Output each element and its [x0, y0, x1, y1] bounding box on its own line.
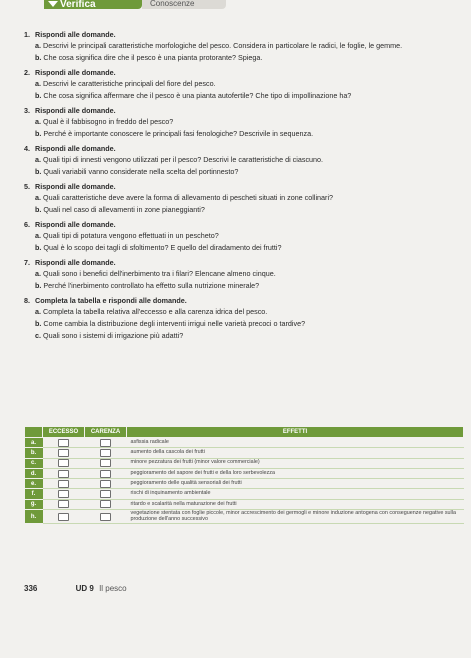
item-letter: a. — [35, 155, 41, 164]
checkbox-eccesso[interactable] — [58, 470, 69, 478]
item-text: Come cambia la distribuzione degli interventi irrigui nelle varietà precoci o tardive? — [43, 319, 306, 328]
cell-carenza — [85, 438, 127, 448]
cell-eccesso — [43, 438, 85, 448]
question-block — [24, 182, 454, 214]
checkbox-carenza[interactable] — [100, 490, 111, 498]
question-number: 8. — [24, 296, 30, 305]
tab-conoscenze-label: Conoscenze — [150, 0, 195, 8]
item-text: Quali tipi di innesti vengono utilizzati per il pesco? Descrivi le caratteristiche di ciascuno. — [43, 155, 324, 164]
item-text: Perché l'inerbimento controllato ha effetto sulla nutrizione minerale? — [43, 281, 260, 290]
question-item — [24, 205, 454, 214]
question-title — [24, 144, 454, 153]
row-letter: d. — [25, 468, 43, 478]
question-title-text: Completa la tabella e rispondi alle domande. — [35, 296, 187, 305]
row-effect: peggioramento del sapore dei frutti e della loro serbevolezza — [127, 468, 464, 478]
row-letter: a. — [25, 438, 43, 448]
header-eccesso: ECCESSO — [43, 427, 85, 438]
table-row — [25, 468, 464, 478]
irrigation-table-wrap — [24, 426, 464, 524]
unit-code: UD 9 — [75, 584, 94, 593]
item-letter: b. — [35, 319, 42, 328]
checkbox-eccesso[interactable] — [58, 480, 69, 488]
checkbox-eccesso[interactable] — [58, 439, 69, 447]
unit-name: Il pesco — [99, 584, 127, 593]
table-row — [25, 499, 464, 509]
row-effect: vegetazione stentata con foglie piccole, minor accrescimento dei germogli e minore induzione antogena con conseguenze negative sulla produzione dell'anno successivo — [127, 510, 464, 524]
checkbox-eccesso[interactable] — [58, 490, 69, 498]
row-effect: ritardo e scalarità nella maturazione dei frutti — [127, 499, 464, 509]
question-block — [24, 144, 454, 176]
question-number: 3. — [24, 106, 30, 115]
question-block — [24, 296, 454, 340]
question-item — [24, 193, 454, 202]
cell-carenza — [85, 468, 127, 478]
cell-eccesso — [43, 458, 85, 468]
page-footer — [24, 584, 127, 593]
item-letter: b. — [35, 91, 42, 100]
cell-eccesso — [43, 448, 85, 458]
question-title — [24, 258, 454, 267]
tab-conoscenze[interactable] — [142, 0, 226, 9]
checkbox-carenza[interactable] — [100, 470, 111, 478]
question-item — [24, 79, 454, 88]
question-title — [24, 68, 454, 77]
cell-carenza — [85, 479, 127, 489]
irrigation-table — [24, 426, 464, 524]
question-item — [24, 41, 454, 50]
checkbox-carenza[interactable] — [100, 459, 111, 467]
question-title — [24, 106, 454, 115]
cell-carenza — [85, 489, 127, 499]
row-letter: e. — [25, 479, 43, 489]
question-item — [24, 91, 454, 100]
page-number: 336 — [24, 584, 38, 593]
item-letter: b. — [35, 167, 42, 176]
checkbox-carenza[interactable] — [100, 480, 111, 488]
item-text: Descrivi le caratteristiche principali del fiore del pesco. — [43, 79, 216, 88]
question-block — [24, 30, 454, 62]
cell-eccesso — [43, 510, 85, 524]
item-text: Quali tipi di potatura vengono effettuati in un pescheto? — [43, 231, 219, 240]
item-letter: a. — [35, 41, 41, 50]
item-text: Qual è lo scopo dei tagli di sfoltimento? E quello del diradamento dei frutti? — [43, 243, 282, 252]
row-letter: c. — [25, 458, 43, 468]
question-item — [24, 331, 454, 340]
item-letter: c. — [35, 331, 41, 340]
item-letter: b. — [35, 129, 42, 138]
cell-carenza — [85, 510, 127, 524]
table-row — [25, 458, 464, 468]
cell-eccesso — [43, 489, 85, 499]
checkbox-eccesso[interactable] — [58, 449, 69, 457]
question-block — [24, 68, 454, 100]
question-number: 7. — [24, 258, 30, 267]
question-title-text: Rispondi alle domande. — [35, 144, 116, 153]
item-text: Quali sono i benefici dell'inerbimento tra i filari? Elencane almeno cinque. — [43, 269, 276, 278]
table-header-row — [25, 427, 464, 438]
row-effect: peggioramento delle qualità sensoriali dei frutti — [127, 479, 464, 489]
row-letter: h. — [25, 510, 43, 524]
item-letter: b. — [35, 281, 42, 290]
question-title-text: Rispondi alle domande. — [35, 258, 116, 267]
item-text: Quali nel caso di allevamenti in zone pianeggianti? — [43, 205, 205, 214]
checkbox-carenza[interactable] — [100, 439, 111, 447]
header-blank — [25, 427, 43, 438]
question-item — [24, 231, 454, 240]
row-letter: b. — [25, 448, 43, 458]
question-title — [24, 182, 454, 191]
item-text: Quali caratteristiche deve avere la forma di allevamento di pescheti situati in zone collinari? — [43, 193, 334, 202]
question-item — [24, 307, 454, 316]
checkbox-eccesso[interactable] — [58, 459, 69, 467]
header-carenza: CARENZA — [85, 427, 127, 438]
checkbox-carenza[interactable] — [100, 500, 111, 508]
question-item — [24, 53, 454, 62]
question-block — [24, 106, 454, 138]
item-text: Che cosa significa affermare che il pesco è una pianta autofertile? Che tipo di impollinazione ha? — [43, 91, 352, 100]
cell-eccesso — [43, 468, 85, 478]
question-item — [24, 319, 454, 328]
table-row — [25, 479, 464, 489]
question-number: 5. — [24, 182, 30, 191]
item-text: Quali sono i sistemi di irrigazione più adatti? — [43, 331, 184, 340]
question-item — [24, 269, 454, 278]
row-effect: minore pezzatura dei frutti (minor valore commerciale) — [127, 458, 464, 468]
question-number: 4. — [24, 144, 30, 153]
question-item — [24, 155, 454, 164]
cell-carenza — [85, 499, 127, 509]
item-text: Qual è il fabbisogno in freddo del pesco? — [43, 117, 174, 126]
item-letter: a. — [35, 79, 41, 88]
cell-carenza — [85, 458, 127, 468]
question-number: 2. — [24, 68, 30, 77]
checkbox-carenza[interactable] — [100, 449, 111, 457]
row-effect: rischi di inquinamento ambientale — [127, 489, 464, 499]
triangle-down-icon — [48, 1, 58, 7]
questions-list — [24, 30, 454, 346]
item-letter: b. — [35, 205, 42, 214]
row-effect: asfissia radicale — [127, 438, 464, 448]
question-item — [24, 129, 454, 138]
row-letter: f. — [25, 489, 43, 499]
question-item — [24, 281, 454, 290]
question-item — [24, 243, 454, 252]
question-title — [24, 296, 454, 305]
cell-carenza — [85, 448, 127, 458]
item-text: Che cosa significa dire che il pesco è una pianta protorante? Spiega. — [43, 53, 263, 62]
question-block — [24, 258, 454, 290]
question-title — [24, 220, 454, 229]
question-title-text: Rispondi alle domande. — [35, 30, 116, 39]
row-letter: g. — [25, 499, 43, 509]
header-effetti: EFFETTI — [127, 427, 464, 438]
question-item — [24, 167, 454, 176]
item-letter: a. — [35, 193, 41, 202]
item-text: Descrivi le principali caratteristiche morfologiche del pesco. Considera in particolare le radici, le foglie, le gemme. — [43, 41, 403, 50]
table-row — [25, 510, 464, 524]
item-letter: a. — [35, 117, 41, 126]
cell-eccesso — [43, 479, 85, 489]
item-text: Completa la tabella relativa all'eccesso e alla carenza idrica del pesco. — [43, 307, 268, 316]
item-letter: a. — [35, 307, 41, 316]
item-letter: b. — [35, 53, 42, 62]
question-title-text: Rispondi alle domande. — [35, 182, 116, 191]
table-row — [25, 448, 464, 458]
question-title-text: Rispondi alle domande. — [35, 68, 116, 77]
tab-verifica-label: Verifica — [60, 0, 96, 9]
item-letter: a. — [35, 231, 41, 240]
checkbox-eccesso[interactable] — [58, 513, 69, 521]
table-row — [25, 438, 464, 448]
checkbox-eccesso[interactable] — [58, 500, 69, 508]
checkbox-carenza[interactable] — [100, 513, 111, 521]
question-item — [24, 117, 454, 126]
page-header — [0, 0, 471, 9]
question-block — [24, 220, 454, 252]
question-title-text: Rispondi alle domande. — [35, 106, 116, 115]
item-letter: a. — [35, 269, 41, 278]
question-number: 1. — [24, 30, 30, 39]
tab-verifica[interactable] — [44, 0, 142, 9]
row-effect: aumento della cascola dei frutti — [127, 448, 464, 458]
cell-eccesso — [43, 499, 85, 509]
table-body — [25, 438, 464, 524]
item-letter: b. — [35, 243, 42, 252]
item-text: Perché è importante conoscere le principali fasi fenologiche? Descrivile in sequenza. — [43, 129, 314, 138]
table-row — [25, 489, 464, 499]
question-title — [24, 30, 454, 39]
question-title-text: Rispondi alle domande. — [35, 220, 116, 229]
question-number: 6. — [24, 220, 30, 229]
item-text: Quali variabili vanno considerate nella scelta del portinnesto? — [43, 167, 239, 176]
